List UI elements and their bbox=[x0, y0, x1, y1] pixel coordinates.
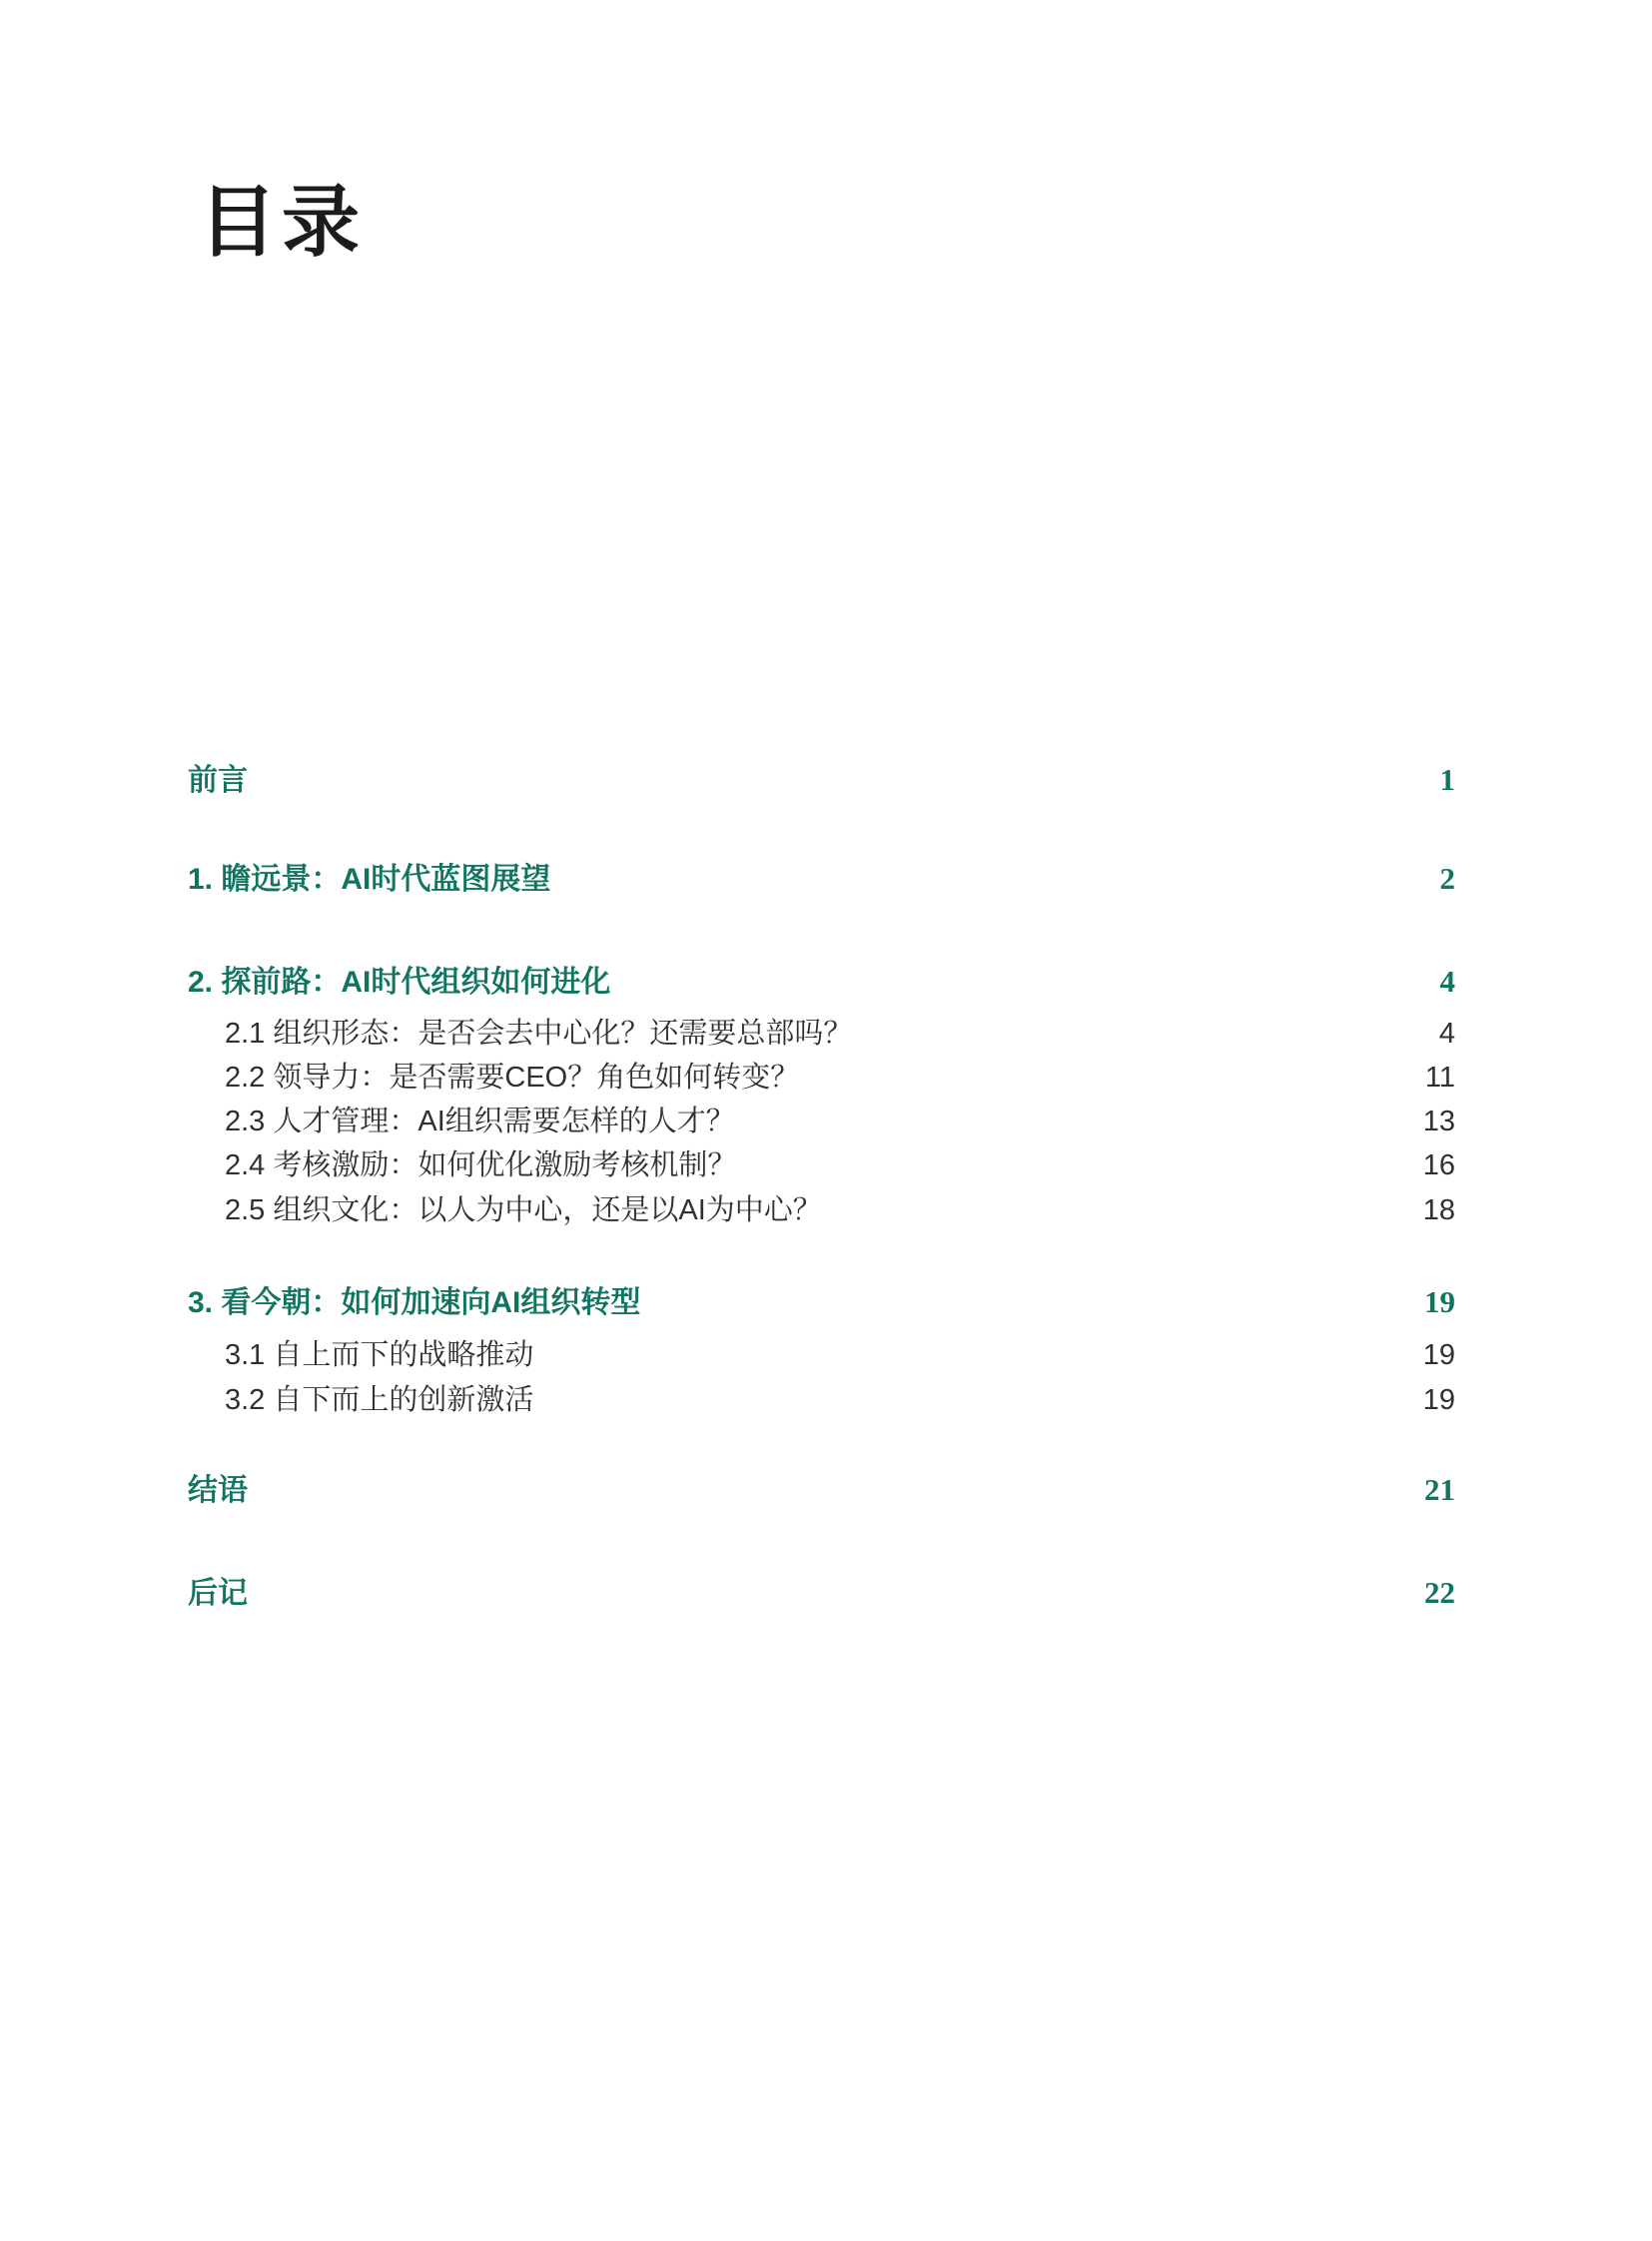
toc-entry-page: 21 bbox=[1424, 1472, 1455, 1508]
toc-entry[interactable] bbox=[188, 1196, 1455, 1225]
toc-entry-page: 2 bbox=[1439, 861, 1455, 897]
toc-entry-label: 2. 探前路：AI时代组织如何进化 bbox=[188, 966, 611, 1000]
toc-entry[interactable] bbox=[188, 861, 1455, 897]
toc-entry-page: 16 bbox=[1422, 1149, 1455, 1182]
toc-entry-label: 3.2 自下而上的创新激活 bbox=[225, 1384, 534, 1417]
toc-entry-page: 19 bbox=[1422, 1384, 1455, 1417]
toc-entry-label: 2.5 组织文化：以人为中心，还是以AI为中心？ bbox=[225, 1194, 822, 1227]
toc-entry-label: 2.2 领导力：是否需要CEO？角色如何转变？ bbox=[225, 1062, 800, 1095]
toc-entry-label: 2.1 组织形态：是否会去中心化？还需要总部吗？ bbox=[225, 1018, 853, 1051]
toc-entry-page: 11 bbox=[1424, 1062, 1455, 1095]
toc-entry-label: 结语 bbox=[188, 1474, 248, 1508]
toc-entry-page: 4 bbox=[1439, 964, 1455, 1000]
toc-entry-page: 1 bbox=[1439, 762, 1455, 798]
page-title: 目录 bbox=[199, 179, 366, 266]
toc-entry[interactable] bbox=[188, 1064, 1455, 1093]
toc-entry[interactable] bbox=[188, 1151, 1455, 1180]
toc-entry-label: 2.4 考核激励：如何优化激励考核机制？ bbox=[225, 1149, 737, 1182]
toc-entry-page: 4 bbox=[1438, 1018, 1455, 1051]
toc-entry-page: 13 bbox=[1422, 1106, 1455, 1138]
toc-entry[interactable] bbox=[188, 1341, 1455, 1370]
toc-entry-label: 前言 bbox=[188, 764, 248, 798]
toc-entry[interactable] bbox=[188, 1284, 1455, 1320]
toc-entry[interactable] bbox=[188, 1386, 1455, 1415]
toc-entry-label: 2.3 人才管理：AI组织需要怎样的人才？ bbox=[225, 1106, 735, 1138]
toc-entry[interactable] bbox=[188, 1472, 1455, 1508]
toc-entry-label: 后记 bbox=[188, 1577, 248, 1611]
table-of-contents bbox=[188, 762, 1455, 1611]
toc-entry-label: 3.1 自上而下的战略推动 bbox=[225, 1339, 534, 1372]
toc-entry[interactable] bbox=[188, 1020, 1455, 1049]
toc-entry[interactable] bbox=[188, 1108, 1455, 1136]
toc-entry-page: 18 bbox=[1422, 1194, 1455, 1227]
toc-entry-label: 1. 瞻远景：AI时代蓝图展望 bbox=[188, 863, 551, 897]
toc-entry-page: 19 bbox=[1424, 1284, 1455, 1320]
toc-entry[interactable] bbox=[188, 964, 1455, 1000]
toc-entry-label: 3. 看今朝：如何加速向AI组织转型 bbox=[188, 1286, 641, 1320]
toc-entry-page: 19 bbox=[1422, 1339, 1455, 1372]
toc-entry-page: 22 bbox=[1424, 1575, 1455, 1611]
toc-entry[interactable] bbox=[188, 1575, 1455, 1611]
toc-entry[interactable] bbox=[188, 762, 1455, 798]
